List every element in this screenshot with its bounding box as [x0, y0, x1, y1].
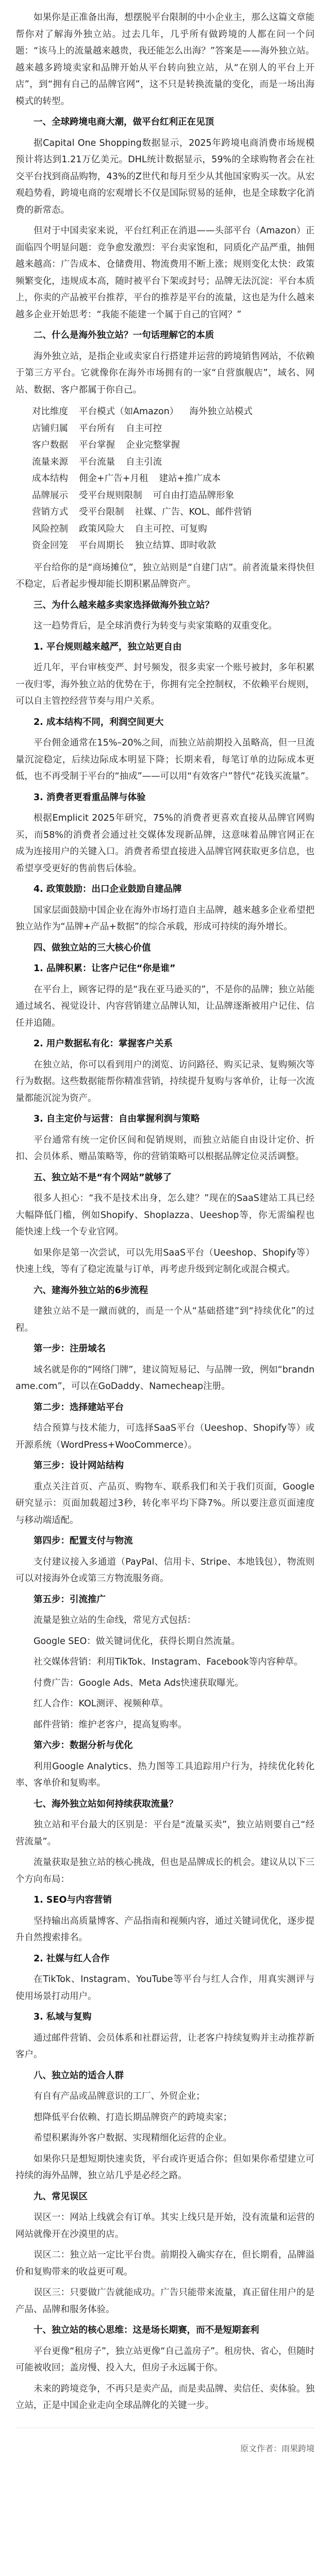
paragraph: 流量是独立站的生命线，常见方式包括： — [34, 1615, 196, 1625]
table-row — [32, 454, 315, 471]
paragraph: 在平台上，顾客记得的是“我在亚马逊买的”，不是你的品牌；独立站能通过域名、视觉设计、内容营销建立品牌认知，让品牌逐渐被用户记住、信任并追随。 — [15, 984, 315, 1028]
paragraph: 如果你只是想短期快速卖货，平台或许更适合你；但如果你希望建立可持续的海外品牌，独立站几乎是必经之路。 — [15, 2154, 315, 2181]
table-header-cell: 平台模式（如Amazon） — [79, 406, 179, 417]
paragraph: 利用Google Analytics、热力图等工具追踪用户行为，持续优化转化率、客单价和复购率。 — [15, 1761, 315, 1788]
paragraph: 这一趋势背后，是全球消费行为转变与卖家策略的双重变化。 — [34, 621, 277, 631]
subheading: 第四步：配置支付与物流 — [34, 1536, 133, 1546]
subheading: 3. 消费者更看重品牌与体验 — [34, 792, 146, 803]
subheading: 第六步：数据分析与优化 — [34, 1740, 133, 1751]
section-heading: 五、独立站不是“有个网站”就够了 — [34, 1172, 172, 1183]
subheading: 4. 政策鼓励：出口企业鼓励自建品牌 — [34, 884, 182, 894]
paragraph: 结合预算与技术能力，可选择SaaS平台（Ueeshop、Shopify等）或开源系统（WordPress+WooCommerce）。 — [15, 1423, 315, 1450]
paragraph: 如果你是第一次尝试，可以先用SaaS平台（Ueeshop、Shopify等）快速上线，等有了稳定流量与订单，再考虑升级到定制化或混合模式。 — [15, 1247, 315, 1275]
subheading: 第五步：引流推广 — [34, 1594, 106, 1605]
table-cell: 受平台限制 — [79, 507, 124, 517]
list-item: 想降低平台依赖、打造长期品牌资产的跨境卖家； — [34, 2112, 232, 2123]
paragraph: 误区一：网站上线就会有订单。其实上线只是开始，没有流量和运营的网站就像开在沙漠里的店。 — [15, 2212, 315, 2240]
table-cell: 平台掌握 — [79, 440, 115, 450]
table-cell: 自主可控、可复购 — [135, 523, 207, 534]
table-header-row — [32, 403, 315, 420]
table-cell: 风险控制 — [32, 523, 68, 534]
table-cell: 佣金+广告+月租 — [79, 473, 148, 484]
table-cell: 客户数据 — [32, 440, 68, 450]
subheading: 第二步：选择建站平台 — [34, 1402, 124, 1413]
paragraph: 在独立站，你可以看到用户的浏览、访问路径、购买记录、复购频次等行为数据。这些数据能帮你精准营销，持续提升复购与客单价，让每一次流量都能沉淀为资产。 — [15, 1059, 315, 1104]
paragraph: 通过邮件营销、会员体系和社群运营，让老客户持续复购并主动推荐新客户。 — [15, 2032, 315, 2060]
paragraph: 误区三：只要做广告就能成功。广告只能带来流量，真正留住用户的是产品、品牌和服务体验。 — [15, 2287, 315, 2315]
table-row — [32, 437, 315, 454]
table-cell: 资金回笼 — [32, 540, 68, 551]
table-cell: 平台所有 — [79, 423, 115, 434]
list-item: 红人合作：KOL测评、视频种草。 — [34, 1699, 169, 1709]
table-cell: 成本结构 — [32, 473, 68, 484]
source-credit: 原文作者：雨果跨境 — [240, 2443, 315, 2453]
paragraph: 重点关注首页、产品页、购物车、联系我们和关于我们页面，Google研究显示：页面加载超过3秒，转化率平均下降7%。所以要注意页面速度与移动端适配。 — [15, 1481, 315, 1526]
subheading: 1. SEO与内容营销 — [34, 1895, 112, 1905]
paragraph: 独立站和平台最大的区别是：平台是“流量买卖”，独立站则要自己“经营流量”。 — [15, 1820, 315, 1847]
section-heading: 一、全球跨境电商大潮，做平台红利正在见顶 — [34, 117, 214, 127]
table-cell: 营销方式 — [32, 507, 68, 517]
list-item: 希望积累海外客户数据、实现精细化运营的企业。 — [34, 2133, 232, 2143]
subheading: 3. 私域与复购 — [34, 2012, 92, 2022]
table-cell: 政策风险大 — [79, 523, 124, 534]
table-row — [32, 521, 315, 538]
paragraph: 很多人担心：“我不是技术出身，怎么建？”现在的SaaS建站工具已经大幅降低门槛，例如Shopify、Shoplazza、Ueeshop等，你无需编程也能快速上线一个专业官网。 — [15, 1193, 315, 1237]
paragraph: 近几年，平台审核变严、封号频发，很多卖家一个账号被封，多年积累一夜归零，海外独立站的优势在于，你拥有完全控制权，不依赖平台规则，可以自主管控经营节奏与用户关系。 — [15, 663, 315, 706]
table-cell: 受平台规则限制 — [79, 490, 142, 501]
paragraph: 平台更像“租房子”，独立站更像“自己盖房子”。租房快、省心，但随时可能被收回；盖房慢、投入大，但房子永远属于你。 — [15, 2346, 315, 2373]
table-header-cell: 对比维度 — [32, 406, 68, 417]
table-cell: 自主引流 — [126, 456, 162, 467]
table-header-cell: 海外独立站模式 — [189, 406, 253, 417]
paragraph: 坚持输出高质量博客、产品指南和视频内容，通过关键词优化，逐步提升自然搜索排名。 — [15, 1916, 315, 1943]
paragraph: 海外独立站，是指企业或卖家自行搭建并运营的跨境销售网站，不依赖于第三方平台。它就像你在海外市场拥有的一家“自营旗舰店”，域名、网站、数据、客户都属于你自己。 — [15, 351, 315, 395]
paragraph: 根据Emplicit 2025年研究，75%的消费者更喜欢直接从品牌官网购买，而58%的消费者会通过社交媒体发现新品牌，这意味着品牌官网正在成为连接用户的关键入口。消费者希望直接进入品牌官网获取更多信息，也希望享受更好的售前售后体验。 — [15, 813, 315, 874]
table-cell: 平台周期长 — [79, 540, 124, 551]
paragraph: 建独立站不是一蹴而就的，而是一个从“基础搭建”到“持续优化”的过程。 — [15, 1306, 315, 1333]
paragraph: 流量获取是独立站的核心挑战，但也是品牌成长的机会。建议从以下三个方向布局： — [15, 1857, 315, 1885]
comparison-table — [15, 403, 315, 554]
paragraph: 未来的跨境竞争，不再只是卖产品，而是卖品牌、卖信任、卖体验。独立站，正是中国企业走向全球品牌化的关键一步。 — [15, 2383, 315, 2411]
section-heading: 九、常见误区 — [34, 2191, 88, 2202]
paragraph: 在TikTok、Instagram、YouTube等平台与红人合作，用真实测评与使用场景打动用户。 — [15, 1974, 315, 2002]
paragraph: 平台佣金通常在15%–20%之间，而独立站前期投入虽略高，但一旦流量沉淀稳定，后续边际成本明显下降；长期来看，每笔订单的边际成本更低，也不再受制于平台的“抽成”——可以用“有效客户”替代“花钱买流量”。 — [15, 738, 315, 782]
table-cell: 独立结算、即时收款 — [135, 540, 216, 551]
subheading: 第三步：设计网站结构 — [34, 1461, 124, 1471]
paragraph: 支付建议接入多通道（PayPal、信用卡、Stripe、本地钱包），物流则可以对接海外仓或第三方物流服务商。 — [15, 1556, 315, 1584]
table-cell: 品牌展示 — [32, 490, 68, 501]
section-heading: 七、海外独立站如何持续获取流量？ — [34, 1799, 178, 1809]
list-item: 邮件营销：维护老客户，提高复购率。 — [34, 1719, 187, 1730]
table-cell: 店铺归属 — [32, 423, 68, 434]
table-cell: 可自由打造品牌形象 — [153, 490, 234, 501]
subheading: 2. 社媒与红人合作 — [34, 1953, 110, 1964]
table-row — [32, 504, 315, 521]
section-heading: 十、独立站的核心思维：这是场长期赛，而不是短期套利 — [34, 2325, 259, 2335]
list-item: 付费广告：Google Ads、Meta Ads快速获取曝光。 — [34, 1677, 244, 1688]
article — [15, 9, 315, 2456]
section-heading: 二、什么是海外独立站？一句话理解它的本质 — [34, 330, 214, 341]
section-heading: 八、独立站的适合人群 — [34, 2070, 124, 2081]
table-cell: 平台流量 — [79, 456, 115, 467]
table-cell: 自主可控 — [126, 423, 162, 434]
list-item: Google SEO：做关键词优化，获得长期自然流量。 — [34, 1636, 240, 1647]
subheading: 第一步：注册域名 — [34, 1344, 106, 1354]
subheading: 2. 成本结构不同，利润空间更大 — [34, 717, 164, 727]
paragraph: 域名就是你的“网络门牌”，建议简短易记、与品牌一致，例如“brandname.com”，可以在GoDaddy、Namecheap注册。 — [15, 1364, 315, 1392]
subheading: 2. 用户数据私有化：掌握客户关系 — [34, 1039, 173, 1049]
table-cell: 建站+推广成本 — [159, 473, 221, 484]
paragraph: 国家层面鼓励中国企业在海外市场打造自主品牌，越来越多企业希望把独立站作为“品牌+产品+数据”的综合承载，形成可持续的海外增长。 — [15, 905, 315, 932]
section-heading: 三、为什么越来越多卖家选择做海外独立站？ — [34, 600, 214, 611]
table-row — [32, 487, 315, 504]
table-row — [32, 537, 315, 554]
table-row — [32, 470, 315, 487]
subheading: 3. 自主定价与运营：自由掌握利润与策略 — [34, 1114, 200, 1124]
subheading: 1. 品牌积累：让客户记住“你是谁” — [34, 963, 176, 974]
table-row — [32, 420, 315, 437]
paragraph: 平台通常有统一定价区间和促销规则，而独立站能自由设计定价、折扣、会员体系、赠品策略等，你的营销策略可以根据品牌定位灵活调整。 — [15, 1134, 315, 1162]
subheading: 1. 平台规则越来越严，独立站更自由 — [34, 641, 182, 652]
list-item: 社交媒体营销：利用TikTok、Instagram、Facebook等内容种草。 — [34, 1657, 303, 1667]
intro-paragraph: 如果你是正准备出海，想摆脱平台限制的中小企业主，那么这篇文章能帮你对了解海外独立站。过去几年，几乎所有做跨境的人都在问一个问题：“该马上的流量越来越贵，我还能怎么出海？”答案是——海外独立站。越来越多跨境卖家和品牌开始从平台转向独立站，从“在别人的平台上开店”，到“拥有自己的品牌官网”，这不只是转换流量的变化，而是一场出海模式的转型。 — [15, 12, 315, 107]
paragraph: 但对于中国卖家来说，平台红利正在消退——头部平台（Amazon）正面临四个明显问题：竞争愈发激烈：平台卖家饱和，同质化产品严重，抽佣越来越高：广告成本、仓储费用、物流费用不断上涨；规则变化太快：政策频繁变化，违规成本高，随时被平台下架或封号；品牌无法沉淀：平台本质上，你卖的产品被平台推荐，平台的推荐是平台的流量，这也是为什么越来越多企业开始思考：“我能不能建一个属于自己的官网？” — [15, 226, 315, 320]
table-cell: 流量来源 — [32, 456, 68, 467]
table-cell: 社媒、广告、KOL、邮件营销 — [135, 507, 252, 517]
list-item: 有自有产品或品牌意识的工厂、外贸企业； — [34, 2091, 205, 2102]
table-cell: 企业完整掌握 — [126, 440, 180, 450]
section-heading: 六、建海外独立站的6步流程 — [34, 1285, 148, 1296]
section-heading: 四、做独立站的三大核心价值 — [34, 942, 151, 953]
paragraph: 误区二：独立站一定比平台贵。前期投入确实存在，但长期看，品牌溢价和复购带来的收益更可观。 — [15, 2250, 315, 2277]
paragraph: 平台给你的是“商场摊位”，独立站则是“自建门店”。前者流量来得快但不稳定，后者起步慢却能长期积累品牌资产。 — [15, 562, 315, 589]
paragraph: 据Capital One Shopping数据显示，2025年跨境电商消费市场规模预计将达到1.21万亿美元。DHL统计数据显示，59%的全球购物者会在社交平台找到商品购物，43%的Z世代和每月至少从其他国家购买一次。从宏观趋势看，跨境电商的宏观增长不仅是国际贸易的延伸，也是全球数字化消费的新常态。 — [15, 138, 315, 215]
